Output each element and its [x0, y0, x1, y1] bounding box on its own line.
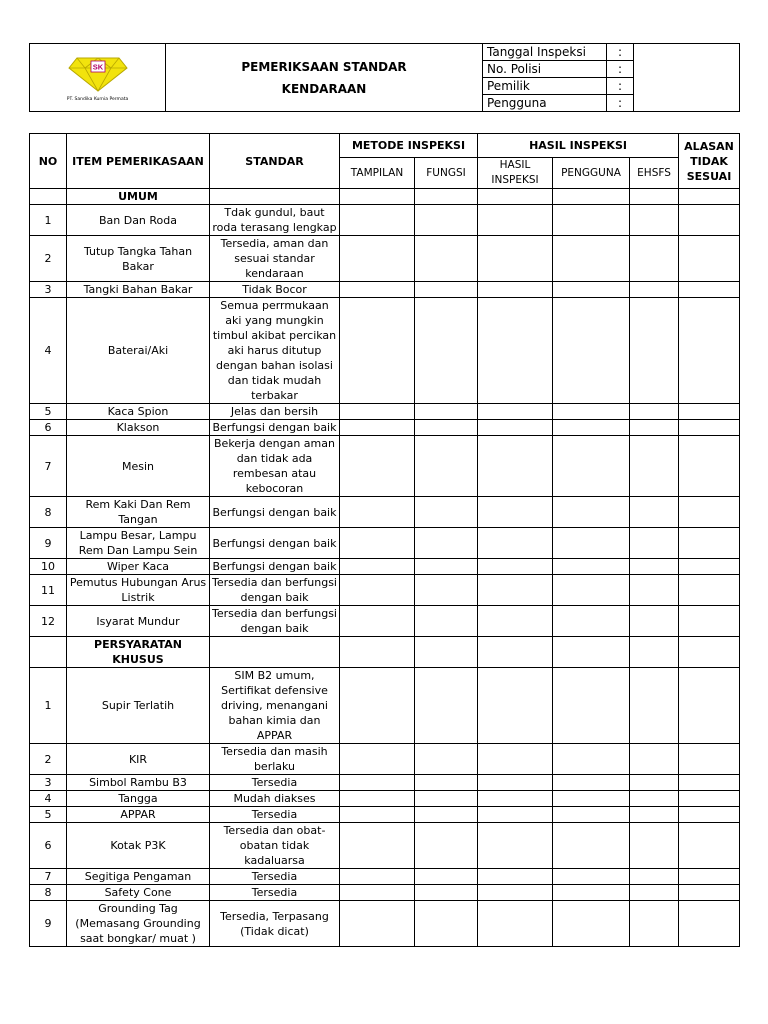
pengguna-cell[interactable] — [553, 575, 630, 606]
item-name: Tangki Bahan Bakar — [67, 282, 210, 298]
alasan-cell[interactable] — [679, 807, 740, 823]
tampilan-cell[interactable] — [340, 575, 415, 606]
empty-cell — [679, 637, 740, 668]
pengguna-cell[interactable] — [553, 807, 630, 823]
alasan-cell[interactable] — [679, 668, 740, 744]
standard-text: Tersedia dan masih berlaku — [210, 744, 340, 775]
tampilan-cell[interactable] — [340, 869, 415, 885]
row-number: 5 — [30, 404, 67, 420]
hasil-inspeksi-cell[interactable] — [478, 901, 553, 947]
empty-cell — [210, 637, 340, 668]
row-number: 12 — [30, 606, 67, 637]
item-name: Tutup Tangka Tahan Bakar — [67, 236, 210, 282]
empty-cell — [210, 189, 340, 205]
col-header-standar: STANDAR — [210, 134, 340, 189]
inspection-rows — [30, 189, 740, 947]
fungsi-cell[interactable] — [415, 282, 478, 298]
col-header-item: ITEM PEMERIKASAAN — [67, 134, 210, 189]
fungsi-cell[interactable] — [415, 744, 478, 775]
alasan-cell[interactable] — [679, 823, 740, 869]
item-name: Simbol Rambu B3 — [67, 775, 210, 791]
item-name: Grounding Tag (Memasang Grounding saat bongkar/ muat ) — [67, 901, 210, 947]
item-name: Supir Terlatih — [67, 668, 210, 744]
ehsfs-cell[interactable] — [630, 497, 679, 528]
item-name: Tangga — [67, 791, 210, 807]
section-title: UMUM — [67, 189, 210, 205]
standard-text: SIM B2 umum, Sertifikat defensive driving, menangani bahan kimia dan APPAR — [210, 668, 340, 744]
standard-text: Tersedia, aman dan sesuai standar kendaraan — [210, 236, 340, 282]
section-row — [30, 637, 740, 668]
empty-cell — [553, 637, 630, 668]
tampilan-cell[interactable] — [340, 404, 415, 420]
col-header-metode: METODE INSPEKSI — [340, 134, 478, 158]
item-name: Pemutus Hubungan Arus Listrik — [67, 575, 210, 606]
col-header-hasil-inspeksi: HASIL INSPEKSI — [478, 158, 553, 189]
ehsfs-cell[interactable] — [630, 775, 679, 791]
table-row — [30, 559, 740, 575]
empty-cell — [340, 189, 415, 205]
standard-text: Tersedia — [210, 869, 340, 885]
empty-cell — [478, 189, 553, 205]
tampilan-cell[interactable] — [340, 205, 415, 236]
company-logo-cell — [30, 44, 166, 112]
pengguna-cell[interactable] — [553, 869, 630, 885]
item-name: Rem Kaki Dan Rem Tangan — [67, 497, 210, 528]
tampilan-cell[interactable] — [340, 420, 415, 436]
row-number: 1 — [30, 668, 67, 744]
tampilan-cell[interactable] — [340, 528, 415, 559]
row-number: 3 — [30, 775, 67, 791]
standard-text: Tersedia — [210, 807, 340, 823]
alasan-cell[interactable] — [679, 775, 740, 791]
info-colon: : — [607, 95, 634, 112]
empty-cell — [340, 637, 415, 668]
logo-text: SK — [92, 62, 103, 71]
row-number: 1 — [30, 205, 67, 236]
tampilan-cell[interactable] — [340, 436, 415, 497]
fungsi-cell[interactable] — [415, 528, 478, 559]
standard-text: Berfungsi dengan baik — [210, 559, 340, 575]
row-number: 8 — [30, 885, 67, 901]
hasil-inspeksi-cell[interactable] — [478, 404, 553, 420]
item-name: Baterai/Aki — [67, 298, 210, 404]
standard-text: Tersedia dan obat-obatan tidak kadaluarsa — [210, 823, 340, 869]
item-name: Isyarat Mundur — [67, 606, 210, 637]
col-header-fungsi: FUNGSI — [415, 158, 478, 189]
alasan-cell[interactable] — [679, 606, 740, 637]
pengguna-cell[interactable] — [553, 901, 630, 947]
ehsfs-cell[interactable] — [630, 236, 679, 282]
row-number: 9 — [30, 528, 67, 559]
ehsfs-cell[interactable] — [630, 823, 679, 869]
standard-text: Tersedia dan berfungsi dengan baik — [210, 606, 340, 637]
ehsfs-cell[interactable] — [630, 575, 679, 606]
hasil-inspeksi-cell[interactable] — [478, 823, 553, 869]
item-name: Kotak P3K — [67, 823, 210, 869]
table-row — [30, 885, 740, 901]
item-name: Lampu Besar, Lampu Rem Dan Lampu Sein — [67, 528, 210, 559]
pengguna-cell[interactable] — [553, 404, 630, 420]
info-colon: : — [607, 61, 634, 78]
hasil-inspeksi-cell[interactable] — [478, 559, 553, 575]
fungsi-cell[interactable] — [415, 668, 478, 744]
table-row — [30, 823, 740, 869]
form-header — [29, 43, 740, 112]
tampilan-cell[interactable] — [340, 668, 415, 744]
alasan-cell[interactable] — [679, 744, 740, 775]
table-row — [30, 282, 740, 298]
alasan-cell[interactable] — [679, 791, 740, 807]
ehsfs-cell[interactable] — [630, 606, 679, 637]
alasan-cell[interactable] — [679, 575, 740, 606]
pengguna-cell[interactable] — [553, 744, 630, 775]
pengguna-cell[interactable] — [553, 775, 630, 791]
standard-text: Berfungsi dengan baik — [210, 420, 340, 436]
standard-text: Berfungsi dengan baik — [210, 497, 340, 528]
row-number: 7 — [30, 436, 67, 497]
table-row — [30, 528, 740, 559]
hasil-inspeksi-cell[interactable] — [478, 236, 553, 282]
ehsfs-cell[interactable] — [630, 668, 679, 744]
table-row — [30, 668, 740, 744]
standard-text: Jelas dan bersih — [210, 404, 340, 420]
hasil-inspeksi-cell[interactable] — [478, 298, 553, 404]
row-number: 2 — [30, 744, 67, 775]
row-number: 6 — [30, 823, 67, 869]
hasil-inspeksi-cell[interactable] — [478, 575, 553, 606]
standard-text: Tersedia — [210, 775, 340, 791]
fungsi-cell[interactable] — [415, 775, 478, 791]
row-number: 7 — [30, 869, 67, 885]
fungsi-cell[interactable] — [415, 420, 478, 436]
row-number: 6 — [30, 420, 67, 436]
ehsfs-cell[interactable] — [630, 205, 679, 236]
row-number: 10 — [30, 559, 67, 575]
table-row — [30, 298, 740, 404]
standard-text: Semua perrmukaan aki yang mungkin timbul akibat percikan aki harus ditutup dengan bahan isolasi dan tidak mudah terbakar — [210, 298, 340, 404]
hasil-inspeksi-cell[interactable] — [478, 420, 553, 436]
item-name: KIR — [67, 744, 210, 775]
table-row — [30, 575, 740, 606]
standard-text: Berfungsi dengan baik — [210, 528, 340, 559]
empty-cell — [30, 637, 67, 668]
ehsfs-cell[interactable] — [630, 744, 679, 775]
empty-cell — [630, 189, 679, 205]
col-header-hasil: HASIL INSPEKSI — [478, 134, 679, 158]
info-label-pengguna: Pengguna — [483, 95, 607, 112]
hasil-inspeksi-cell[interactable] — [478, 869, 553, 885]
hasil-inspeksi-cell[interactable] — [478, 205, 553, 236]
section-row — [30, 189, 740, 205]
inspection-table — [29, 133, 740, 947]
fungsi-cell[interactable] — [415, 901, 478, 947]
col-header-alasan: ALASAN TIDAK SESUAI — [679, 134, 740, 189]
table-row — [30, 807, 740, 823]
standard-text: Tersedia, Terpasang (Tidak dicat) — [210, 901, 340, 947]
table-row — [30, 791, 740, 807]
empty-cell — [30, 189, 67, 205]
empty-cell — [415, 189, 478, 205]
tampilan-cell[interactable] — [340, 559, 415, 575]
info-value-field[interactable] — [634, 44, 740, 112]
table-row — [30, 497, 740, 528]
tampilan-cell[interactable] — [340, 236, 415, 282]
alasan-cell[interactable] — [679, 901, 740, 947]
fungsi-cell[interactable] — [415, 205, 478, 236]
ehsfs-cell[interactable] — [630, 791, 679, 807]
hasil-inspeksi-cell[interactable] — [478, 791, 553, 807]
empty-cell — [679, 189, 740, 205]
ehsfs-cell[interactable] — [630, 885, 679, 901]
tampilan-cell[interactable] — [340, 744, 415, 775]
hasil-inspeksi-cell[interactable] — [478, 606, 553, 637]
tampilan-cell[interactable] — [340, 901, 415, 947]
info-colon: : — [607, 78, 634, 95]
table-row — [30, 205, 740, 236]
alasan-cell[interactable] — [679, 236, 740, 282]
tampilan-cell[interactable] — [340, 606, 415, 637]
item-name: Ban Dan Roda — [67, 205, 210, 236]
row-number: 4 — [30, 791, 67, 807]
pengguna-cell[interactable] — [553, 606, 630, 637]
table-row — [30, 775, 740, 791]
fungsi-cell[interactable] — [415, 606, 478, 637]
standard-text: Tdak gundul, baut roda terasang lengkap — [210, 205, 340, 236]
alasan-cell[interactable] — [679, 282, 740, 298]
pengguna-cell[interactable] — [553, 559, 630, 575]
form-title-line2: KENDARAAN — [281, 81, 367, 96]
pengguna-cell[interactable] — [553, 668, 630, 744]
alasan-cell[interactable] — [679, 298, 740, 404]
tampilan-cell[interactable] — [340, 823, 415, 869]
ehsfs-cell[interactable] — [630, 420, 679, 436]
table-row — [30, 606, 740, 637]
table-row — [30, 436, 740, 497]
fungsi-cell[interactable] — [415, 791, 478, 807]
tampilan-cell[interactable] — [340, 885, 415, 901]
hasil-inspeksi-cell[interactable] — [478, 807, 553, 823]
item-name: Klakson — [67, 420, 210, 436]
col-header-tampilan: TAMPILAN — [340, 158, 415, 189]
ehsfs-cell[interactable] — [630, 436, 679, 497]
ehsfs-cell[interactable] — [630, 528, 679, 559]
item-name: Segitiga Pengaman — [67, 869, 210, 885]
fungsi-cell[interactable] — [415, 885, 478, 901]
ehsfs-cell[interactable] — [630, 282, 679, 298]
fungsi-cell[interactable] — [415, 559, 478, 575]
tampilan-cell[interactable] — [340, 298, 415, 404]
row-number: 11 — [30, 575, 67, 606]
standard-text: Tidak Bocor — [210, 282, 340, 298]
pengguna-cell[interactable] — [553, 420, 630, 436]
empty-cell — [478, 637, 553, 668]
alasan-cell[interactable] — [679, 205, 740, 236]
col-header-no: NO — [30, 134, 67, 189]
row-number: 3 — [30, 282, 67, 298]
ehsfs-cell[interactable] — [630, 869, 679, 885]
fungsi-cell[interactable] — [415, 404, 478, 420]
item-name: Mesin — [67, 436, 210, 497]
pengguna-cell[interactable] — [553, 436, 630, 497]
hasil-inspeksi-cell[interactable] — [478, 775, 553, 791]
row-number: 2 — [30, 236, 67, 282]
alasan-cell[interactable] — [679, 869, 740, 885]
pengguna-cell[interactable] — [553, 282, 630, 298]
form-title — [166, 44, 483, 112]
tampilan-cell[interactable] — [340, 282, 415, 298]
pengguna-cell[interactable] — [553, 528, 630, 559]
ehsfs-cell[interactable] — [630, 404, 679, 420]
tampilan-cell[interactable] — [340, 775, 415, 791]
pengguna-cell[interactable] — [553, 298, 630, 404]
empty-cell — [630, 637, 679, 668]
standard-text: Tersedia dan berfungsi dengan baik — [210, 575, 340, 606]
hasil-inspeksi-cell[interactable] — [478, 668, 553, 744]
company-name: PT. Sandika Kurnia Permata — [66, 96, 129, 102]
tampilan-cell[interactable] — [340, 807, 415, 823]
col-header-pengguna: PENGGUNA — [553, 158, 630, 189]
table-row — [30, 869, 740, 885]
ehsfs-cell[interactable] — [630, 559, 679, 575]
alasan-cell[interactable] — [679, 420, 740, 436]
table-row — [30, 236, 740, 282]
fungsi-cell[interactable] — [415, 298, 478, 404]
item-name: Safety Cone — [67, 885, 210, 901]
fungsi-cell[interactable] — [415, 497, 478, 528]
row-number: 4 — [30, 298, 67, 404]
pengguna-cell[interactable] — [553, 236, 630, 282]
col-header-ehsfs: EHSFS — [630, 158, 679, 189]
standard-text: Mudah diakses — [210, 791, 340, 807]
info-label-pemilik: Pemilik — [483, 78, 607, 95]
table-row — [30, 744, 740, 775]
table-row — [30, 901, 740, 947]
ehsfs-cell[interactable] — [630, 298, 679, 404]
empty-cell — [553, 189, 630, 205]
pengguna-cell[interactable] — [553, 205, 630, 236]
standard-text: Tersedia — [210, 885, 340, 901]
section-title: PERSYARATAN KHUSUS — [67, 637, 210, 668]
pengguna-cell[interactable] — [553, 497, 630, 528]
fungsi-cell[interactable] — [415, 575, 478, 606]
fungsi-cell[interactable] — [415, 823, 478, 869]
row-number: 5 — [30, 807, 67, 823]
fungsi-cell[interactable] — [415, 236, 478, 282]
diamond-logo-icon — [67, 54, 129, 92]
info-colon: : — [607, 44, 634, 61]
table-row — [30, 404, 740, 420]
alasan-cell[interactable] — [679, 559, 740, 575]
hasil-inspeksi-cell[interactable] — [478, 436, 553, 497]
form-title-line1: PEMERIKSAAN STANDAR — [241, 59, 407, 74]
hasil-inspeksi-cell[interactable] — [478, 497, 553, 528]
alasan-cell[interactable] — [679, 404, 740, 420]
fungsi-cell[interactable] — [415, 869, 478, 885]
tampilan-cell[interactable] — [340, 497, 415, 528]
fungsi-cell[interactable] — [415, 436, 478, 497]
alasan-cell[interactable] — [679, 528, 740, 559]
row-number: 8 — [30, 497, 67, 528]
hasil-inspeksi-cell[interactable] — [478, 528, 553, 559]
hasil-inspeksi-cell[interactable] — [478, 744, 553, 775]
ehsfs-cell[interactable] — [630, 901, 679, 947]
item-name: APPAR — [67, 807, 210, 823]
alasan-cell[interactable] — [679, 436, 740, 497]
info-label-tanggal: Tanggal Inspeksi — [483, 44, 607, 61]
hasil-inspeksi-cell[interactable] — [478, 282, 553, 298]
table-row — [30, 420, 740, 436]
fungsi-cell[interactable] — [415, 807, 478, 823]
alasan-cell[interactable] — [679, 885, 740, 901]
pengguna-cell[interactable] — [553, 791, 630, 807]
row-number: 9 — [30, 901, 67, 947]
pengguna-cell[interactable] — [553, 885, 630, 901]
tampilan-cell[interactable] — [340, 791, 415, 807]
hasil-inspeksi-cell[interactable] — [478, 885, 553, 901]
ehsfs-cell[interactable] — [630, 807, 679, 823]
item-name: Wiper Kaca — [67, 559, 210, 575]
info-label-no-polisi: No. Polisi — [483, 61, 607, 78]
item-name: Kaca Spion — [67, 404, 210, 420]
pengguna-cell[interactable] — [553, 823, 630, 869]
standard-text: Bekerja dengan aman dan tidak ada rembesan atau kebocoran — [210, 436, 340, 497]
alasan-cell[interactable] — [679, 497, 740, 528]
empty-cell — [415, 637, 478, 668]
